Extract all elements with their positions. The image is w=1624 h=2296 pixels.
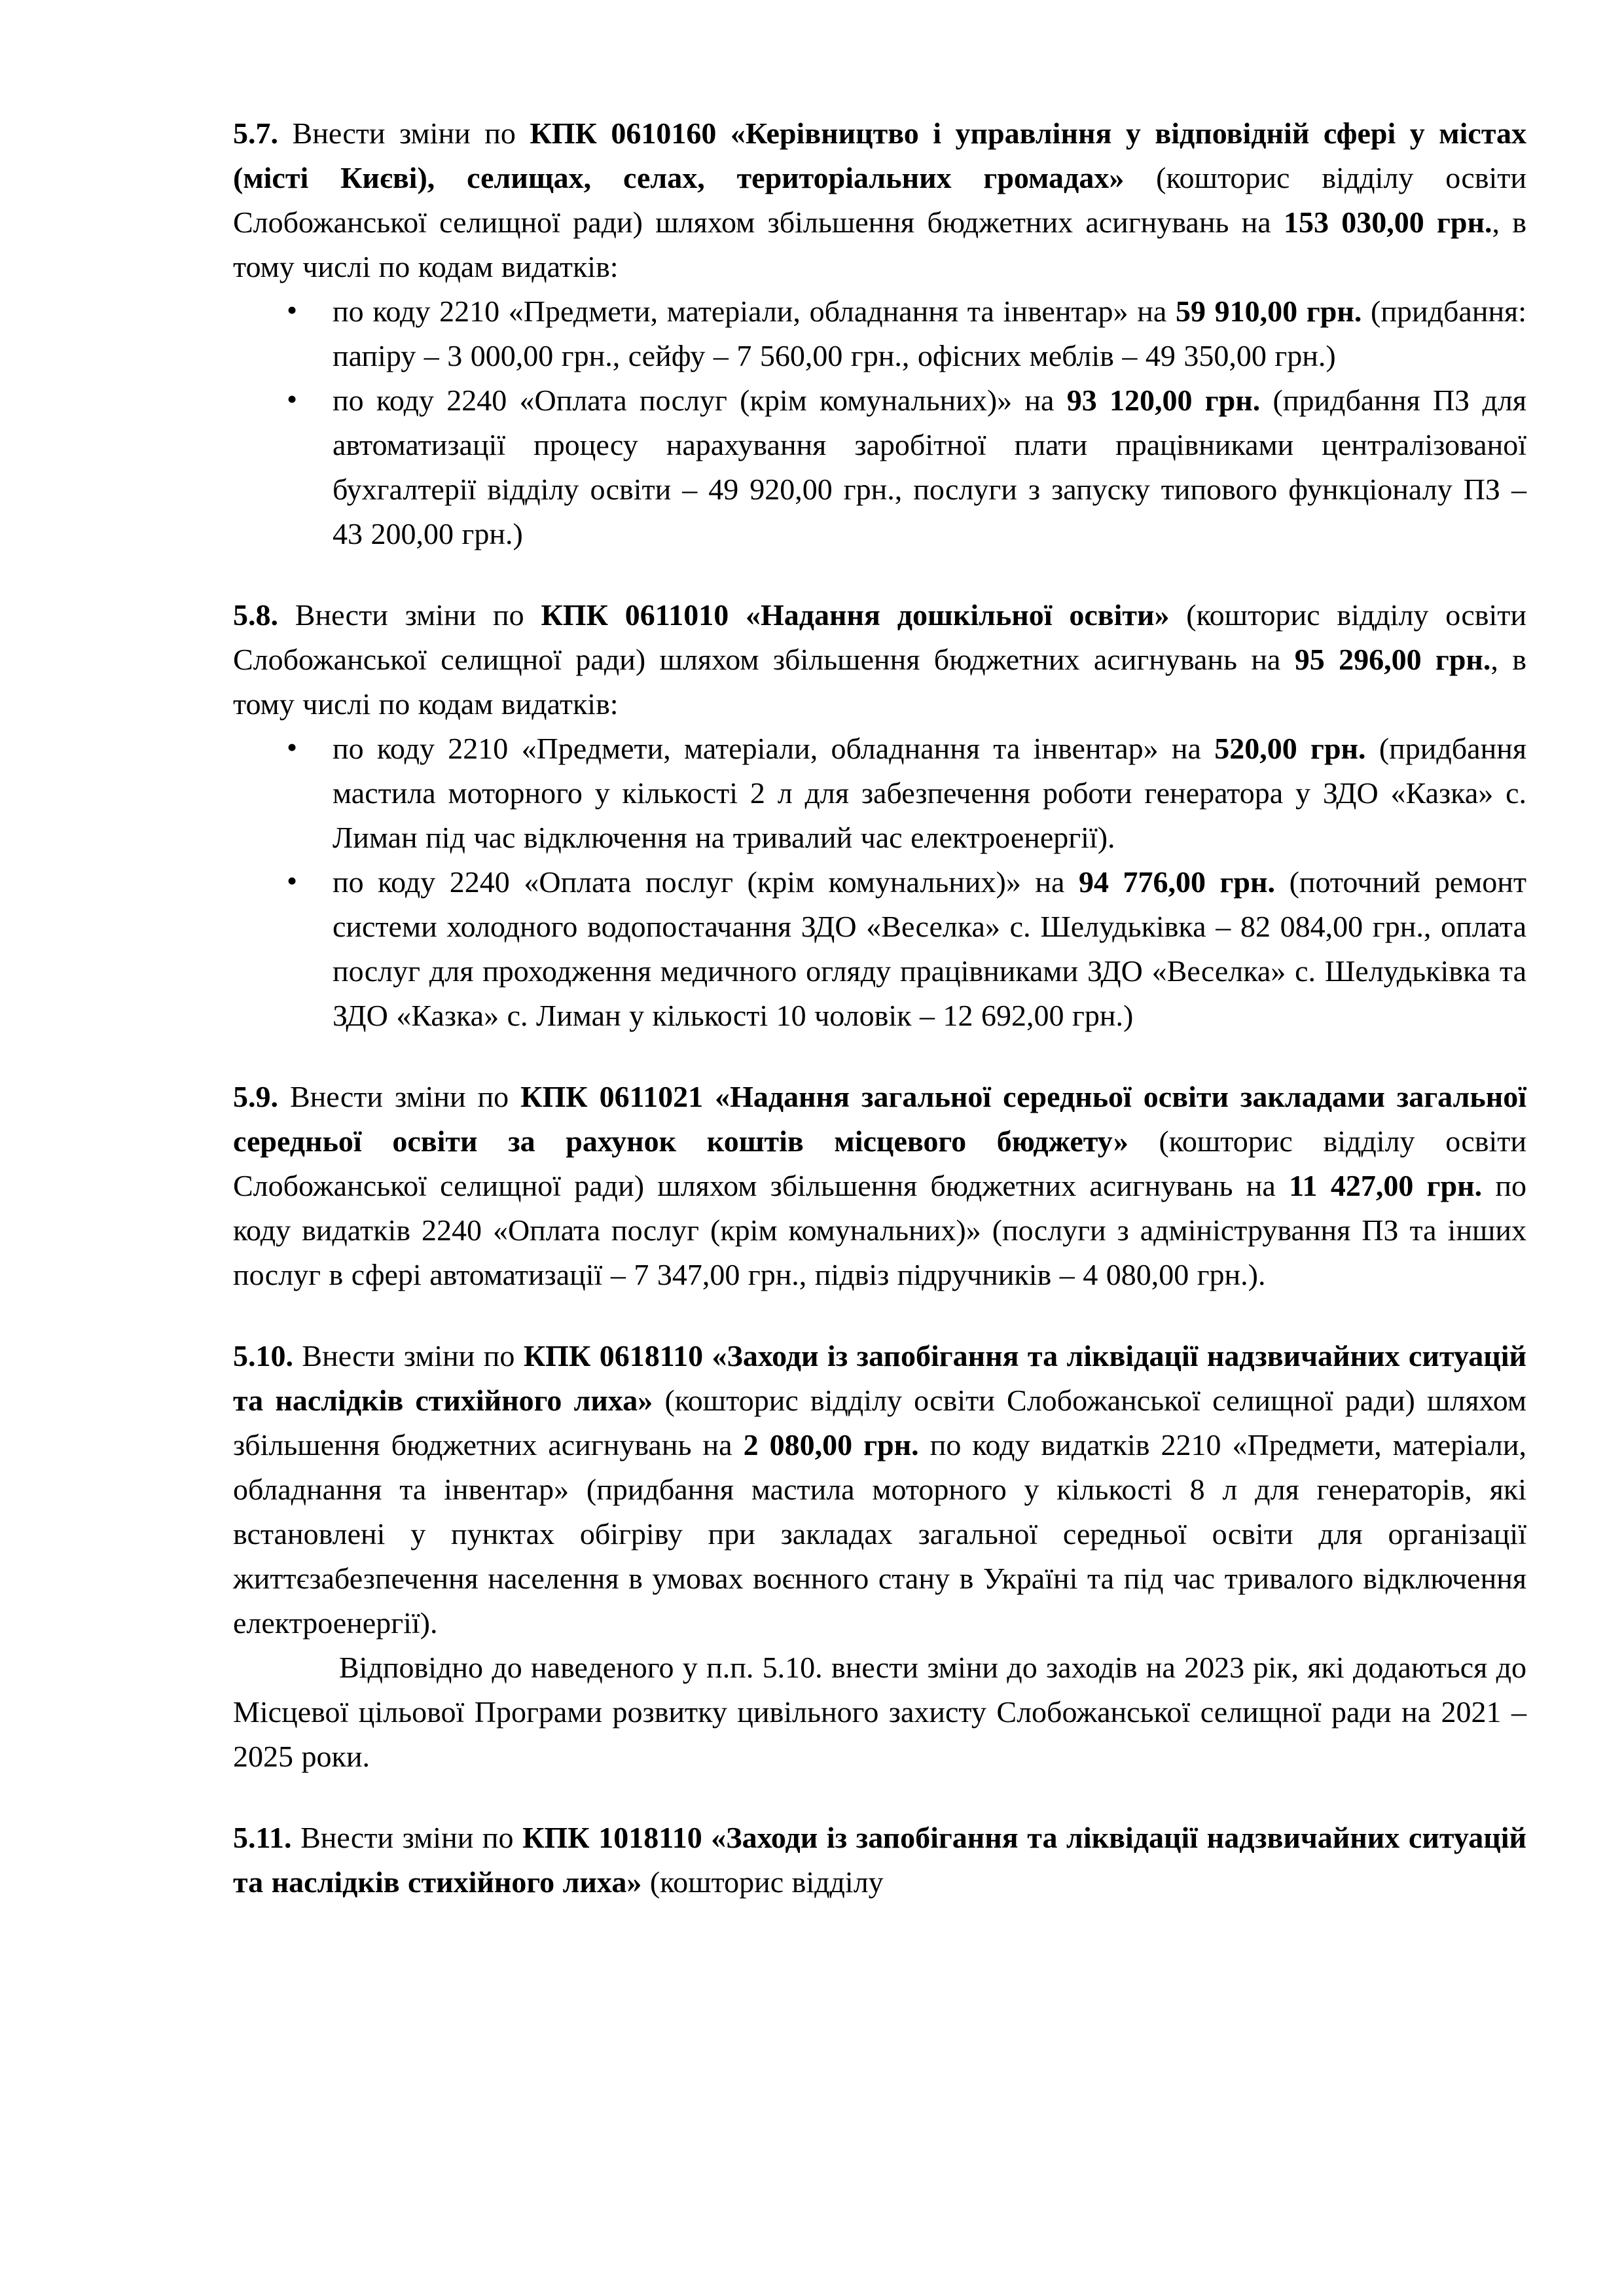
text-run-bold: 93 120,00 грн. — [1066, 384, 1261, 417]
text-run: (кошторис відділу освіти Слобожанської селищної ради) шляхом збільшення бюджетних асигнувань на — [233, 598, 1527, 676]
bullet-marker: • — [287, 382, 298, 416]
text-run: (кошторис відділу освіти Слобожанської селищної ради) шляхом збільшення бюджетних асигнувань на — [233, 161, 1527, 239]
text-run: , в тому числі по кодам видатків: — [233, 206, 1526, 283]
text-run-bold: 59 910,00 грн. — [1175, 295, 1362, 328]
bullet-text — [333, 384, 1526, 550]
text-run: по коду 2240 «Оплата послуг (крім комунальних)» на — [333, 384, 1067, 417]
text-run: по коду 2210 «Предмети, матеріали, обладнання та інвентар» на — [333, 732, 1215, 765]
text-run-bold: 5.11. — [233, 1821, 292, 1854]
bullet-text — [333, 295, 1526, 372]
bullet-item — [233, 378, 1526, 556]
text-run: (поточний ремонт системи холодного водопостачання ЗДО «Веселка» с. Шелудьківка – 82 084,00 грн., оплата послуг для проходження медичного огляду працівниками ЗДО «Веселка» с. Шелудьківка та ЗДО «Казка» с. Лиман у кількості 10 чоловік – 12 692,00 грн.) — [333, 865, 1526, 1032]
text-run: Внести зміни по — [278, 598, 541, 632]
text-run-bold: КПК 0611021 «Надання загальної середньої освіти закладами загальної середньої освіти за рахунок коштів місцевого бюджету» — [233, 1080, 1526, 1158]
bullet-marker: • — [287, 730, 298, 764]
text-run-bold: 5.10. — [233, 1339, 293, 1372]
paragraph-5-7 — [233, 111, 1526, 289]
text-run: (кошторис відділу освіти Слобожанської селищної ради) шляхом збільшення бюджетних асигнувань на — [233, 1384, 1526, 1462]
text-run-bold: 95 296,00 грн. — [1294, 643, 1491, 676]
text-run-bold: 2 080,00 грн. — [743, 1428, 919, 1462]
text-run: Внести зміни по — [293, 1339, 524, 1372]
bullet-item — [233, 860, 1526, 1038]
text-run-bold: 5.9. — [233, 1080, 278, 1113]
text-run-bold: 520,00 грн. — [1214, 732, 1366, 765]
text-run-bold: КПК 1018110 «Заходи із запобігання та ліквідації надзвичайних ситуацій та наслідків стихійного лиха» — [233, 1821, 1526, 1899]
text-run: (придбання: папіру – 3 000,00 грн., сейфу – 7 560,00 грн., офісних меблів – 49 350,00 грн.) — [333, 295, 1526, 372]
text-run-bold: 153 030,00 грн. — [1283, 206, 1492, 239]
paragraph-5-8 — [233, 593, 1526, 726]
text-run-bold: КПК 0618110 «Заходи із запобігання та ліквідації надзвичайних ситуацій та наслідків стихійного лиха» — [233, 1339, 1526, 1417]
text-run: Внести зміни по — [278, 117, 530, 150]
text-run-bold: 94 776,00 грн. — [1078, 865, 1276, 899]
text-run-bold: 5.8. — [233, 598, 278, 632]
paragraph-5-11 — [233, 1816, 1526, 1905]
bullet-text — [333, 732, 1526, 854]
text-run-bold: 5.7. — [233, 117, 278, 150]
bullet-item — [233, 726, 1526, 860]
paragraph-5-10 — [233, 1334, 1526, 1645]
section-5-10 — [233, 1334, 1526, 1779]
text-run: , в тому числі по кодам видатків: — [233, 643, 1526, 721]
section-5-7 — [233, 111, 1526, 556]
text-run: Відповідно до наведеного у п.п. 5.10. внести зміни до заходів на 2023 рік, які додаються до Місцевої цільової Програми розвитку цивільного захисту Слобожанської селищної ради на 2021 – 2025 роки. — [233, 1651, 1526, 1773]
bullet-list-5-8 — [233, 726, 1526, 1038]
text-run: по коду 2240 «Оплата послуг (крім комунальних)» на — [333, 865, 1079, 899]
bullet-list-5-7 — [233, 289, 1526, 556]
paragraph-continuation-5-10 — [233, 1645, 1526, 1779]
document-content — [233, 111, 1526, 1905]
bullet-marker: • — [287, 293, 298, 327]
text-run-bold: КПК 0611010 «Надання дошкільної освіти» — [541, 598, 1170, 632]
bullet-item — [233, 289, 1526, 378]
text-run-bold: 11 427,00 грн. — [1289, 1169, 1483, 1202]
text-run: Внести зміни по — [278, 1080, 521, 1113]
section-5-11 — [233, 1816, 1526, 1905]
text-run: по коду 2210 «Предмети, матеріали, обладнання та інвентар» на — [333, 295, 1176, 328]
text-run: (придбання ПЗ для автоматизації процесу нарахування заробітної плати працівниками централізованої бухгалтерії відділу освіти – 49 920,00 грн., послуги з запуску типового функціоналу ПЗ – 43 200,00 грн.) — [333, 384, 1526, 550]
section-5-8 — [233, 593, 1526, 1038]
bullet-marker: • — [287, 864, 298, 897]
section-5-9 — [233, 1075, 1526, 1297]
bullet-text — [333, 865, 1526, 1032]
text-run-bold: КПК 0610160 «Керівництво і управління у відповідній сфері у містах (місті Києві), селищах, селах, територіальних громадах» — [233, 117, 1526, 194]
text-run: Внести зміни по — [291, 1821, 523, 1854]
paragraph-5-9 — [233, 1075, 1526, 1297]
text-run: по коду видатків 2240 «Оплата послуг (крім комунальних)» (послуги з адміністрування ПЗ та інших послуг в сфері автоматизації – 7 347,00 грн., підвіз підручників – 4 080,00 грн.). — [233, 1169, 1526, 1291]
text-run: (кошторис відділу — [641, 1865, 884, 1899]
text-run: по коду видатків 2210 «Предмети, матеріали, обладнання та інвентар» (придбання мастила моторного у кількості 8 л для генераторів, які встановлені у пунктах обігріву при закладах загальної середньої освіти для організації життєзабезпечення населення в умовах воєнного стану в Україні та під час тривалого відключення електроенергії). — [233, 1428, 1526, 1640]
text-run: (придбання мастила моторного у кількості 2 л для забезпечення роботи генератора у ЗДО «Казка» с. Лиман під час відключення на тривалий час електроенергії). — [333, 732, 1526, 854]
text-run: (кошторис відділу освіти Слобожанської селищної ради) шляхом збільшення бюджетних асигнувань на — [233, 1124, 1526, 1202]
